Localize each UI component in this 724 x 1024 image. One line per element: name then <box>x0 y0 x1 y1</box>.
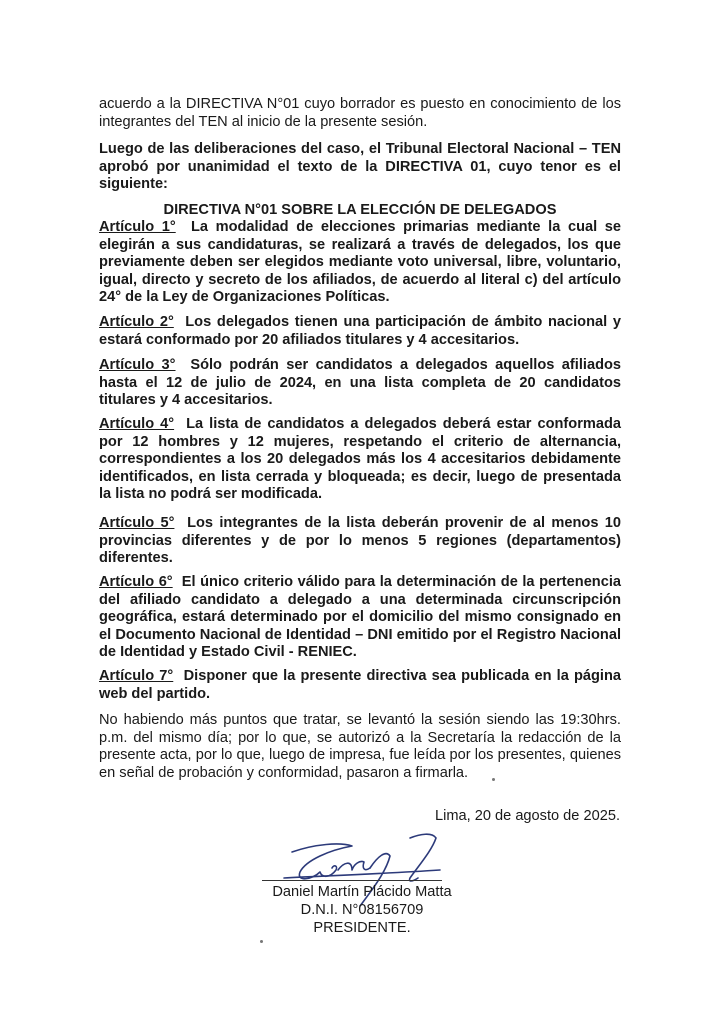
place-date: Lima, 20 de agosto de 2025. <box>435 808 620 824</box>
article-2-text: Los delegados tienen una participación de ámbito nacional y estará conformado por 20 afiliados titulares y 4 accesitarios. <box>99 314 622 348</box>
speck-mark <box>492 778 495 781</box>
article-2 <box>99 314 621 349</box>
article-7-label: Artículo 7° <box>99 668 174 684</box>
article-1 <box>99 219 621 307</box>
article-6-label: Artículo 6° <box>99 574 173 590</box>
article-3 <box>99 357 621 410</box>
article-6 <box>99 574 621 662</box>
speck-mark <box>260 940 263 943</box>
article-1-label: Artículo 1° <box>99 219 176 235</box>
intro-paragraph <box>99 96 621 131</box>
directive-title: DIRECTIVA N°01 SOBRE LA ELECCIÓN DE DELEGADOS <box>163 202 557 218</box>
signer-name: Daniel Martín Plácido Matta <box>272 884 452 900</box>
signer-role: PRESIDENTE. <box>313 920 411 936</box>
article-3-label: Artículo 3° <box>99 357 176 373</box>
intro-line-1: acuerdo a la DIRECTIVA N°01 cuyo borrador es puesto en conocimiento de los <box>99 96 621 112</box>
article-6-text: El único criterio válido para la determinación de la pertenencia del afiliado candidato a delegado a una determinada circunscripción geográfica, estará determinado por el domicilio del mismo consignado en el Documento Nacional de Identidad – DNI emitido por el Registro Nacional de Identidad y Estado Civil - RENIEC. <box>99 574 622 660</box>
article-2-label: Artículo 2° <box>99 314 174 330</box>
article-1-text: La modalidad de elecciones primarias mediante la cual se elegirán a sus candidaturas, se realizará a través de delegados, los que previamente deben ser elegidos mediante voto universal, libre, voluntario, igual, directo y secreto de los afiliados, de acuerdo al literal c) del artículo 24° de la Ley de Organizaciones Políticas. <box>99 219 622 305</box>
article-4-text: La lista de candidatos a delegados deberá estar conformada por 12 hombres y 12 mujeres, respetando el criterio de alternancia, correspondientes a los 20 delegados más los 4 accesitarios debidamente identificados, en lista cerrada y bloqueada; es decir, luego de presentada la lista no podrá ser modificada. <box>99 416 621 502</box>
article-5-label: Artículo 5° <box>99 515 175 531</box>
article-5-text: Los integrantes de la lista deberán provenir de al menos 10 provincias diferentes y de por lo menos 5 regiones (departamentos) diferentes. <box>99 515 621 566</box>
article-7-text: Disponer que la presente directiva sea publicada en la página web del partido. <box>99 668 622 702</box>
article-7 <box>99 668 621 703</box>
article-3-text: Sólo podrán ser candidatos a delegados aquellos afiliados hasta el 12 de julio de 2024, en una lista completa de 20 candidatos titulares y 4 accesitarios. <box>99 357 622 408</box>
article-5 <box>99 515 621 568</box>
intro-line-2: integrantes del TEN al inicio de la presente sesión. <box>99 113 428 130</box>
article-4-label: Artículo 4° <box>99 416 175 432</box>
closing-paragraph: No habiendo más puntos que tratar, se levantó la sesión siendo las 19:30hrs. p.m. del mismo día; por lo que, se autorizó a la Secretaría la redacción de la presente acta, por lo que, luego de impresa, fue leída por los presentes, quienes en señal de probación y conformidad, pasaron a firmarla. <box>99 712 621 781</box>
signer-dni: D.N.I. N°08156709 <box>300 902 424 918</box>
deliberation-paragraph: Luego de las deliberaciones del caso, el Tribunal Electoral Nacional – TEN aprobó por unanimidad el texto de la DIRECTIVA 01, cuyo tenor es el siguiente: <box>99 141 621 192</box>
signature-line <box>262 880 442 881</box>
article-4 <box>99 416 621 504</box>
